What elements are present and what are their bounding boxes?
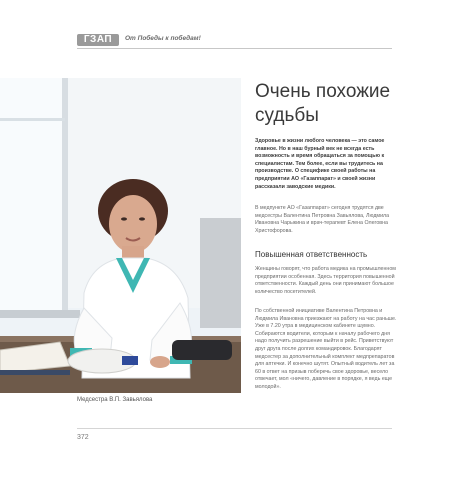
article-title: Очень похожие судьбы xyxy=(255,81,391,126)
nurse-photo xyxy=(0,78,241,393)
footer-divider xyxy=(77,428,392,429)
photo-illustration xyxy=(0,78,241,393)
article-lead: Здоровье в жизни любого человека — это самое главное. Но в наш бурный век не всегда есть возможность и время обращаться за помощью к специалистам. Тем более, если вы трудитесь на производстве. О специфике своей работы на предприятии АО «Газаппарат» и своей жизни рассказали заводские медики. xyxy=(255,138,385,190)
company-logo: ГЗАП xyxy=(77,34,119,46)
page-header xyxy=(77,34,392,50)
section-heading: Повышенная ответственность xyxy=(255,250,368,259)
article-paragraph: Женщины говорят, что работа медика на промышленном предприятии особенная. Здесь территория повышенной ответственности. Каждый день они принимают большое количество посетителей. xyxy=(255,266,396,295)
header-tagline: От Победы к победам! xyxy=(125,35,201,42)
article-paragraph: В медпункте АО «Газаппарат» сегодня трудятся две медсестры Валентина Петровна Завьялова, Людмила Ивановна Чарыкина и врач-терапевт Елена Олеговна Христофорова. xyxy=(255,205,390,234)
page-number: 372 xyxy=(77,434,89,441)
photo-caption: Медсестра В.П. Завьялова xyxy=(77,397,153,403)
article-paragraph: По собственной инициативе Валентина Петровна и Людмила Ивановна приезжают на работу на час раньше. Уже в 7.20 утра в медицинском кабинете шумно. Собираются водители, которым к началу рабочего дня надо получить разрешение выйти в рейс. Приветствуют друг друга после долгих командировок. Благодарят медсестер за дополнительный комплект медпрепаратов для аптечки. И конечно шутят. Опытный водитель лет за 60 в ответ на призыв поберечь свое здоровье, весело отвечает, мол «ничего, давление в порядке, я ведь еще молодой». xyxy=(255,308,397,390)
header-divider xyxy=(77,48,392,49)
